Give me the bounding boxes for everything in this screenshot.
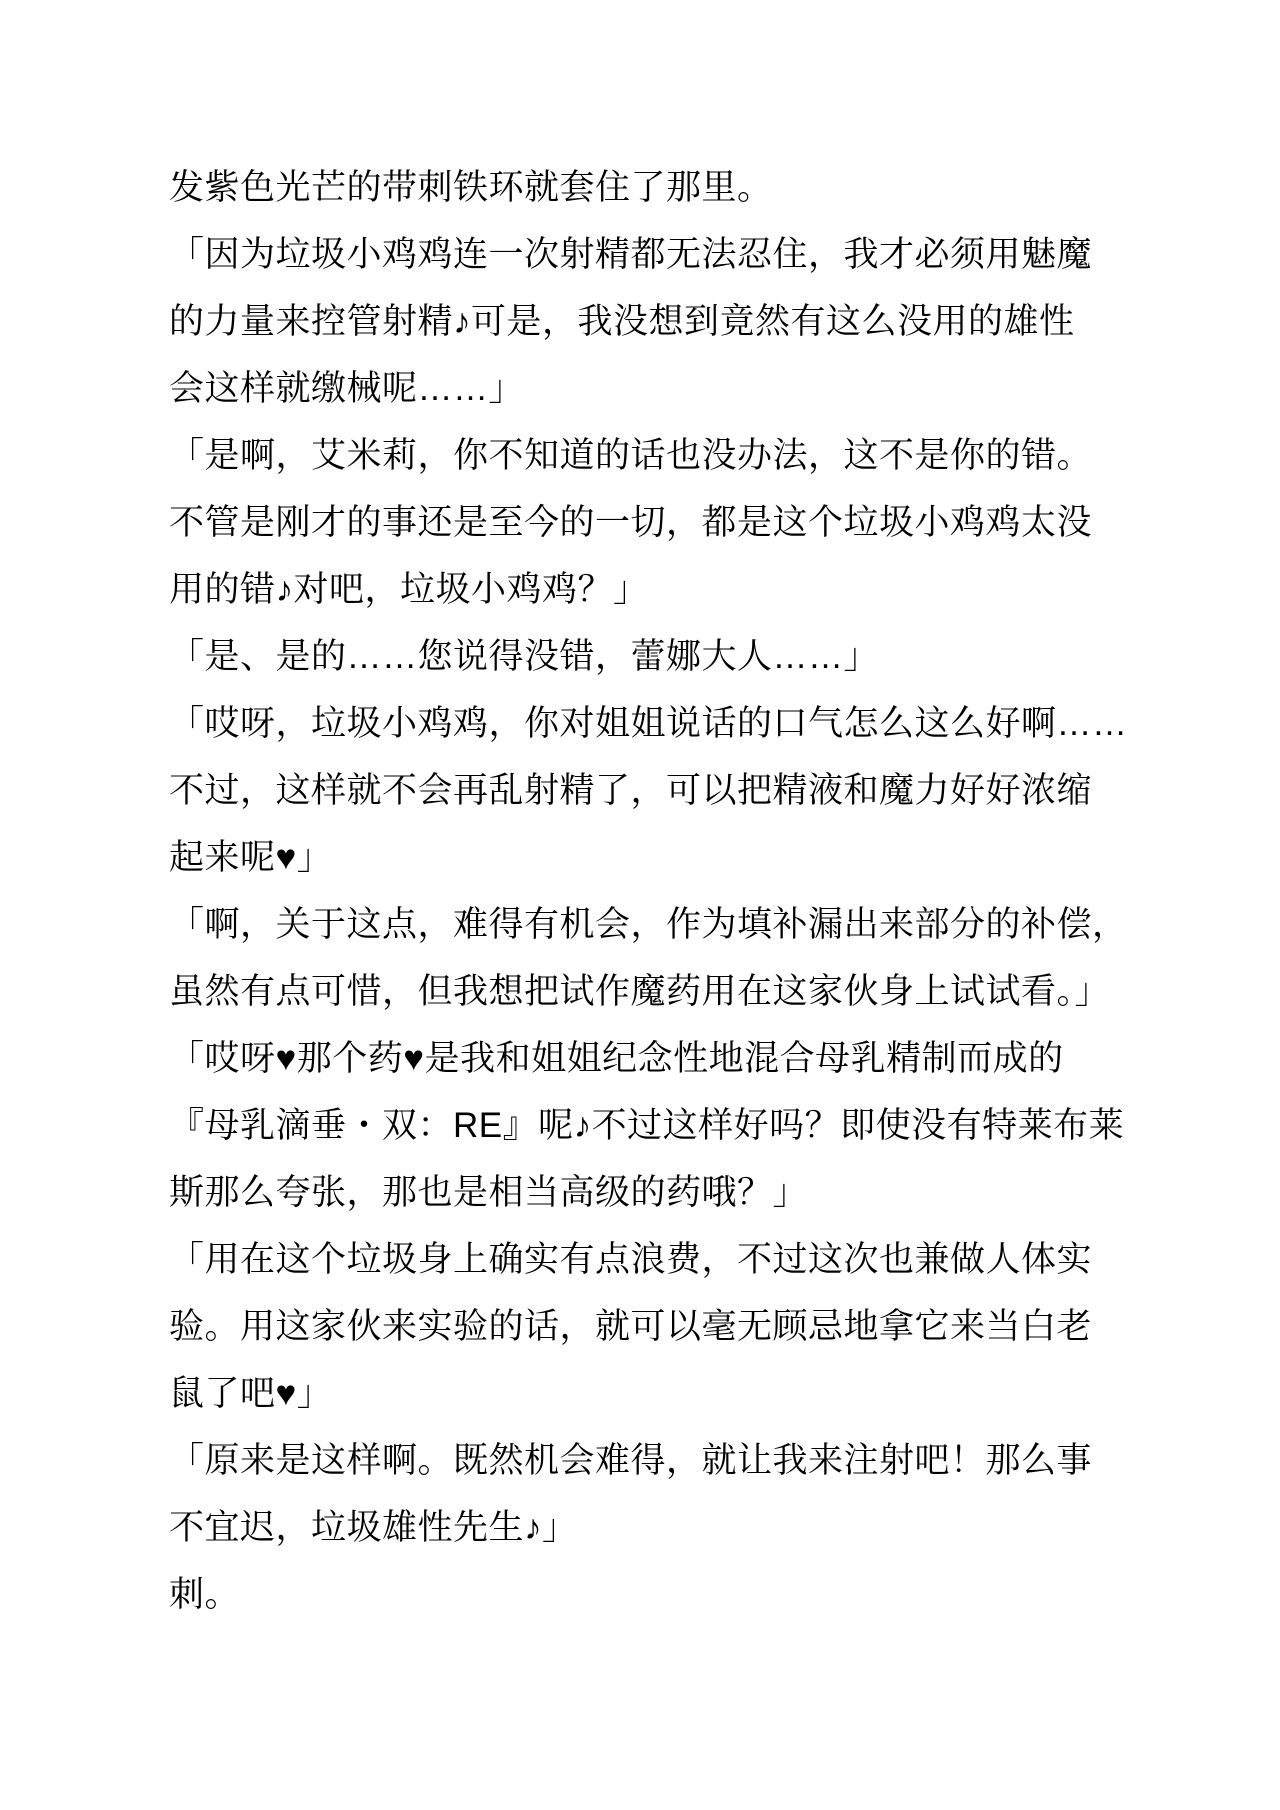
text-line: 起来呢♥」 xyxy=(169,838,333,877)
text-line: 会这样就缴械呢……」 xyxy=(169,369,525,408)
text-line: 「用在这个垃圾身上确实有点浪费，不过这次也兼做人体实 xyxy=(169,1240,1093,1279)
text-line: 「哎呀，垃圾小鸡鸡，你对姐姐说话的口气怎么这么好啊…… xyxy=(169,704,1128,743)
text-line: 不管是刚才的事还是至今的一切，都是这个垃圾小鸡鸡太没 xyxy=(169,503,1093,542)
text-line: 「哎呀♥那个药♥是我和姐姐纪念性地混合母乳精制而成的 xyxy=(169,1039,1064,1078)
text-line: 鼠了吧♥」 xyxy=(169,1374,333,1413)
text-line: 不过，这样就不会再乱射精了，可以把精液和魔力好好浓缩 xyxy=(169,771,1093,810)
text-line: 用的错♪对吧，垃圾小鸡鸡？」 xyxy=(169,570,649,609)
text-line: 「是啊，艾米莉，你不知道的话也没办法，这不是你的错。 xyxy=(169,436,1093,475)
text-line: 「原来是这样啊。既然机会难得，就让我来注射吧！那么事 xyxy=(169,1441,1093,1480)
text-line: 发紫色光芒的带刺铁环就套住了那里。 xyxy=(169,168,773,207)
text-content xyxy=(169,154,1129,1628)
text-line: 虽然有点可惜，但我想把试作魔药用在这家伙身上试试看。」 xyxy=(169,972,1111,1011)
text-line: 不宜迟，垃圾雄性先生♪」 xyxy=(169,1508,578,1547)
text-line: 刺。 xyxy=(169,1575,241,1614)
text-line: 斯那么夸张，那也是相当高级的药哦？」 xyxy=(169,1173,809,1212)
text-line: 「因为垃圾小鸡鸡连一次射精都无法忍住，我才必须用魅魔 xyxy=(169,235,1093,274)
text-line: 「是、是的……您说得没错，蕾娜大人……」 xyxy=(169,637,880,676)
text-line: 「啊，关于这点，难得有机会，作为填补漏出来部分的补偿， xyxy=(169,905,1128,944)
text-line: 验。用这家伙来实验的话，就可以毫无顾忌地拿它来当白老 xyxy=(169,1307,1093,1346)
text-line: 『母乳滴垂・双：RE』呢♪不过这样好吗？即使没有特莱布莱 xyxy=(169,1106,1125,1145)
text-line: 的力量来控管射精♪可是，我没想到竟然有这么没用的雄性 xyxy=(169,302,1075,341)
